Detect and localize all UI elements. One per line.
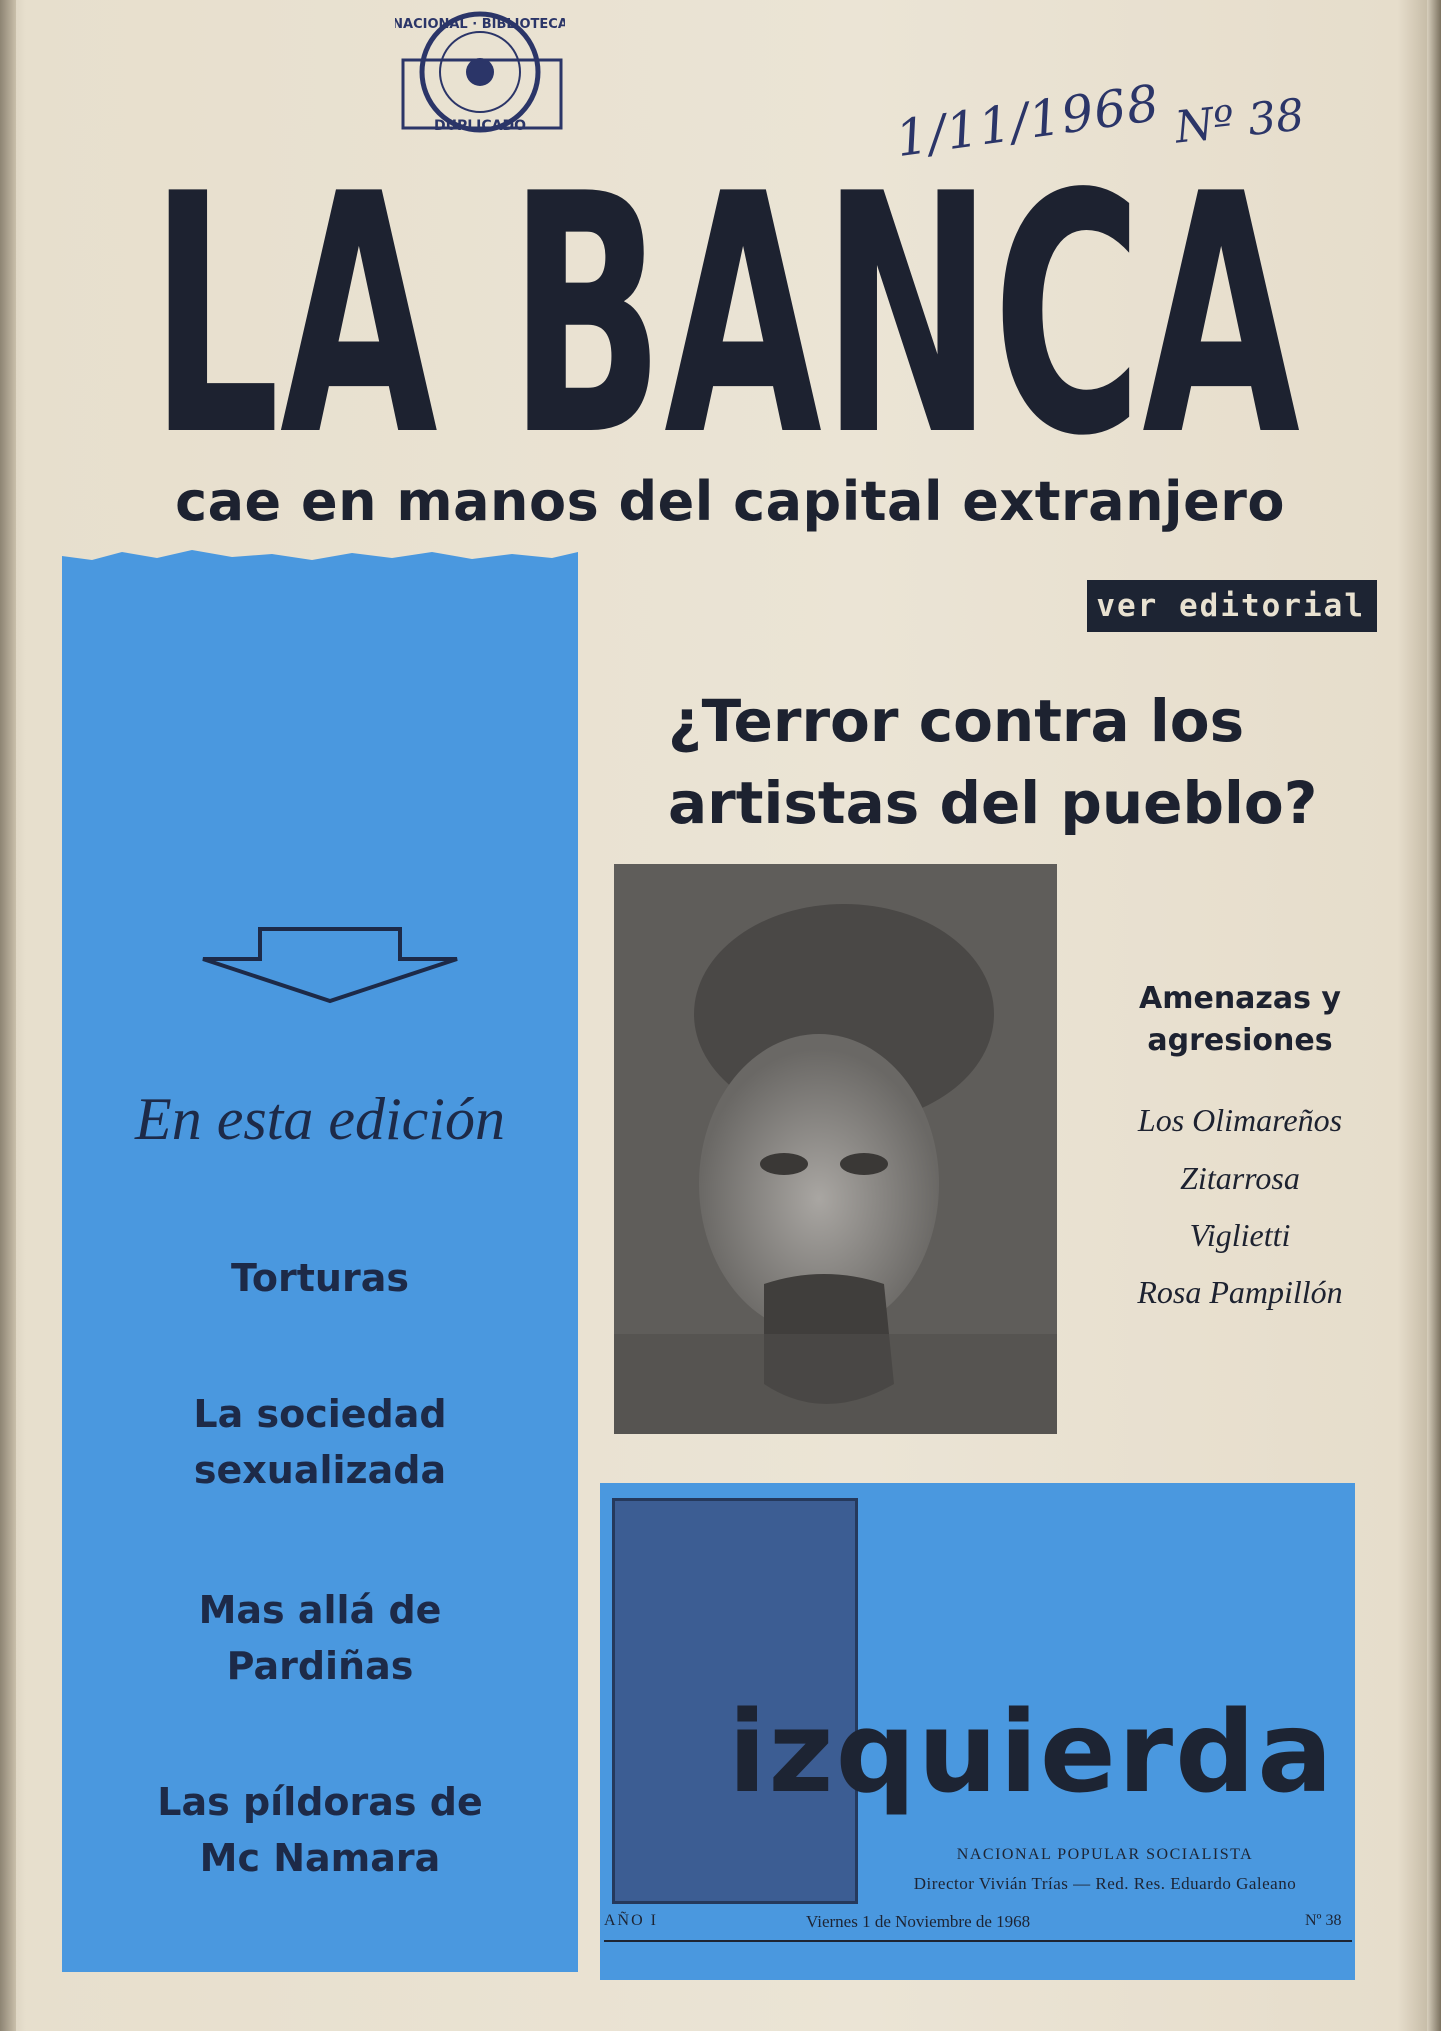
sidebar-heading-line-2: agresiones (1147, 1023, 1333, 1058)
handwritten-number: Nº 38 (1172, 89, 1307, 154)
headline-line-1: ¿Terror contra los (668, 687, 1245, 755)
izquierda-logo: izquierda (728, 1688, 1335, 1818)
sidebar-heading-line-1: Amenazas y (1139, 981, 1341, 1016)
stamp-text: NACIONAL · BIBLIOTECA (395, 17, 565, 32)
contents-item-torturas[interactable]: Torturas (231, 1256, 409, 1300)
portrait-photo (614, 864, 1057, 1434)
issue-number: Nº 38 (1305, 1912, 1342, 1929)
page-edge (1427, 0, 1441, 2031)
issue-year: AÑO I (604, 1912, 658, 1929)
stamp-duplicado: DUPLICADO (433, 118, 527, 134)
artist-viglietti: Viglietti (1189, 1217, 1291, 1253)
artist-zitarrosa: Zitarrosa (1180, 1160, 1300, 1196)
masthead-subtitle: cae en manos del capital extranjero (175, 470, 1285, 533)
izquierda-tagline: NACIONAL POPULAR SOCIALISTA (956, 1846, 1254, 1863)
contents-heading: En esta edición (135, 1086, 505, 1152)
masthead-title: LA BANCA (150, 130, 1302, 460)
masthead (140, 130, 1310, 460)
sidebar-heading (1100, 978, 1380, 1062)
issue-date: Viernes 1 de Noviembre de 1968 (806, 1912, 1031, 1931)
library-stamp (395, 10, 565, 135)
binding-spine (0, 0, 16, 2031)
izquierda-credits: Director Vivián Trías — Red. Res. Eduardo Galeano (913, 1874, 1297, 1893)
contents-item-pardinas[interactable]: Mas allá de Pardiñas (198, 1588, 442, 1688)
contents-item-pildoras[interactable]: Las píldoras de Mc Namara (157, 1780, 483, 1880)
artist-olimarenos: Los Olimareños (1137, 1102, 1343, 1138)
headline (668, 680, 1368, 844)
handwritten-date: 1/11/1968 (892, 73, 1164, 169)
contents-item-sociedad[interactable]: La sociedad sexualizada (193, 1392, 447, 1492)
headline-line-2: artistas del pueblo? (668, 769, 1318, 837)
artist-rosa-pampillon: Rosa Pampillón (1137, 1274, 1343, 1310)
footer-rule (604, 1940, 1352, 1942)
arrow-down-icon (195, 925, 465, 1005)
editorial-link[interactable]: ver editorial (1087, 580, 1377, 632)
